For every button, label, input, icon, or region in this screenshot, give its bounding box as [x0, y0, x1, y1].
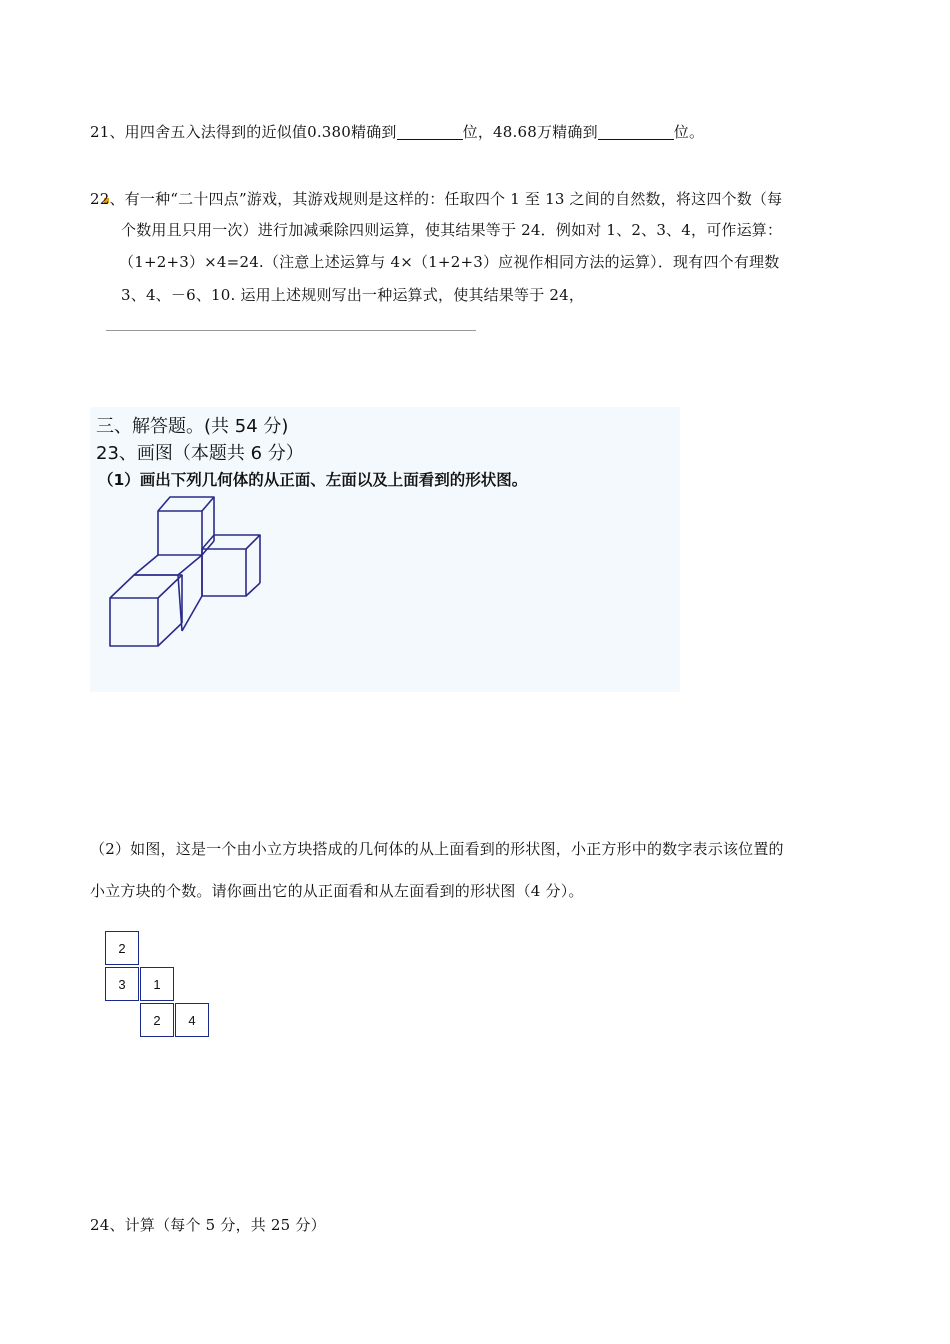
- grid-cell: 1: [140, 967, 174, 1001]
- grid-cell: 3: [105, 967, 139, 1001]
- q23-title: 23、画图（本题共 6 分）: [96, 443, 304, 464]
- question-21: [90, 121, 704, 142]
- q21-blank-1[interactable]: [397, 125, 463, 140]
- q22-line-3: （1+2+3）×4=24.（注意上述运算与 4×（1+2+3）应视作相同方法的运算）．现有四个有理数: [119, 253, 780, 271]
- q23-2-line-1: （2）如图，这是一个由小立方块搭成的几何体的从上面看到的形状图，小正方形中的数字表示该位置的: [90, 840, 784, 858]
- q21-text-2: 位，48.68万精确到: [462, 123, 598, 141]
- section-title: 三、解答题。(共 54 分): [96, 416, 289, 437]
- grid-cell: 4: [175, 1003, 209, 1037]
- q22-line-4: 3、4、－6、10. 运用上述规则写出一种运算式，使其结果等于 24，: [121, 286, 585, 304]
- grid-cell: 2: [105, 931, 139, 965]
- q23-sub-1: （1）画出下列几何体的从正面、左面以及上面看到的形状图。: [98, 471, 528, 489]
- figure-panel: [90, 407, 680, 692]
- q21-blank-2[interactable]: [598, 125, 674, 140]
- question-24: 24、计算（每个 5 分，共 25 分）: [90, 1216, 326, 1234]
- q23-2-line-2: 小立方块的个数。请你画出它的从正面看和从左面看到的形状图（4 分）。: [90, 882, 584, 900]
- q22-answer-line[interactable]: [106, 330, 476, 331]
- q22-line-2: 个数用且只用一次）进行加减乘除四则运算，使其结果等于 24．例如对 1、2、3、4，可作运算：: [121, 221, 783, 239]
- q21-text-3: 位。: [673, 123, 705, 141]
- grid-cell: 2: [140, 1003, 174, 1037]
- cube-solid-figure: [90, 407, 680, 692]
- q21-text-1: 21、用四舍五入法得到的近似值0.380精确到: [90, 123, 397, 141]
- q22-line-1: 22、有一种“二十四点”游戏，其游戏规则是这样的：任取四个 1 至 13 之间的自然数，将这四个数（每: [90, 190, 783, 208]
